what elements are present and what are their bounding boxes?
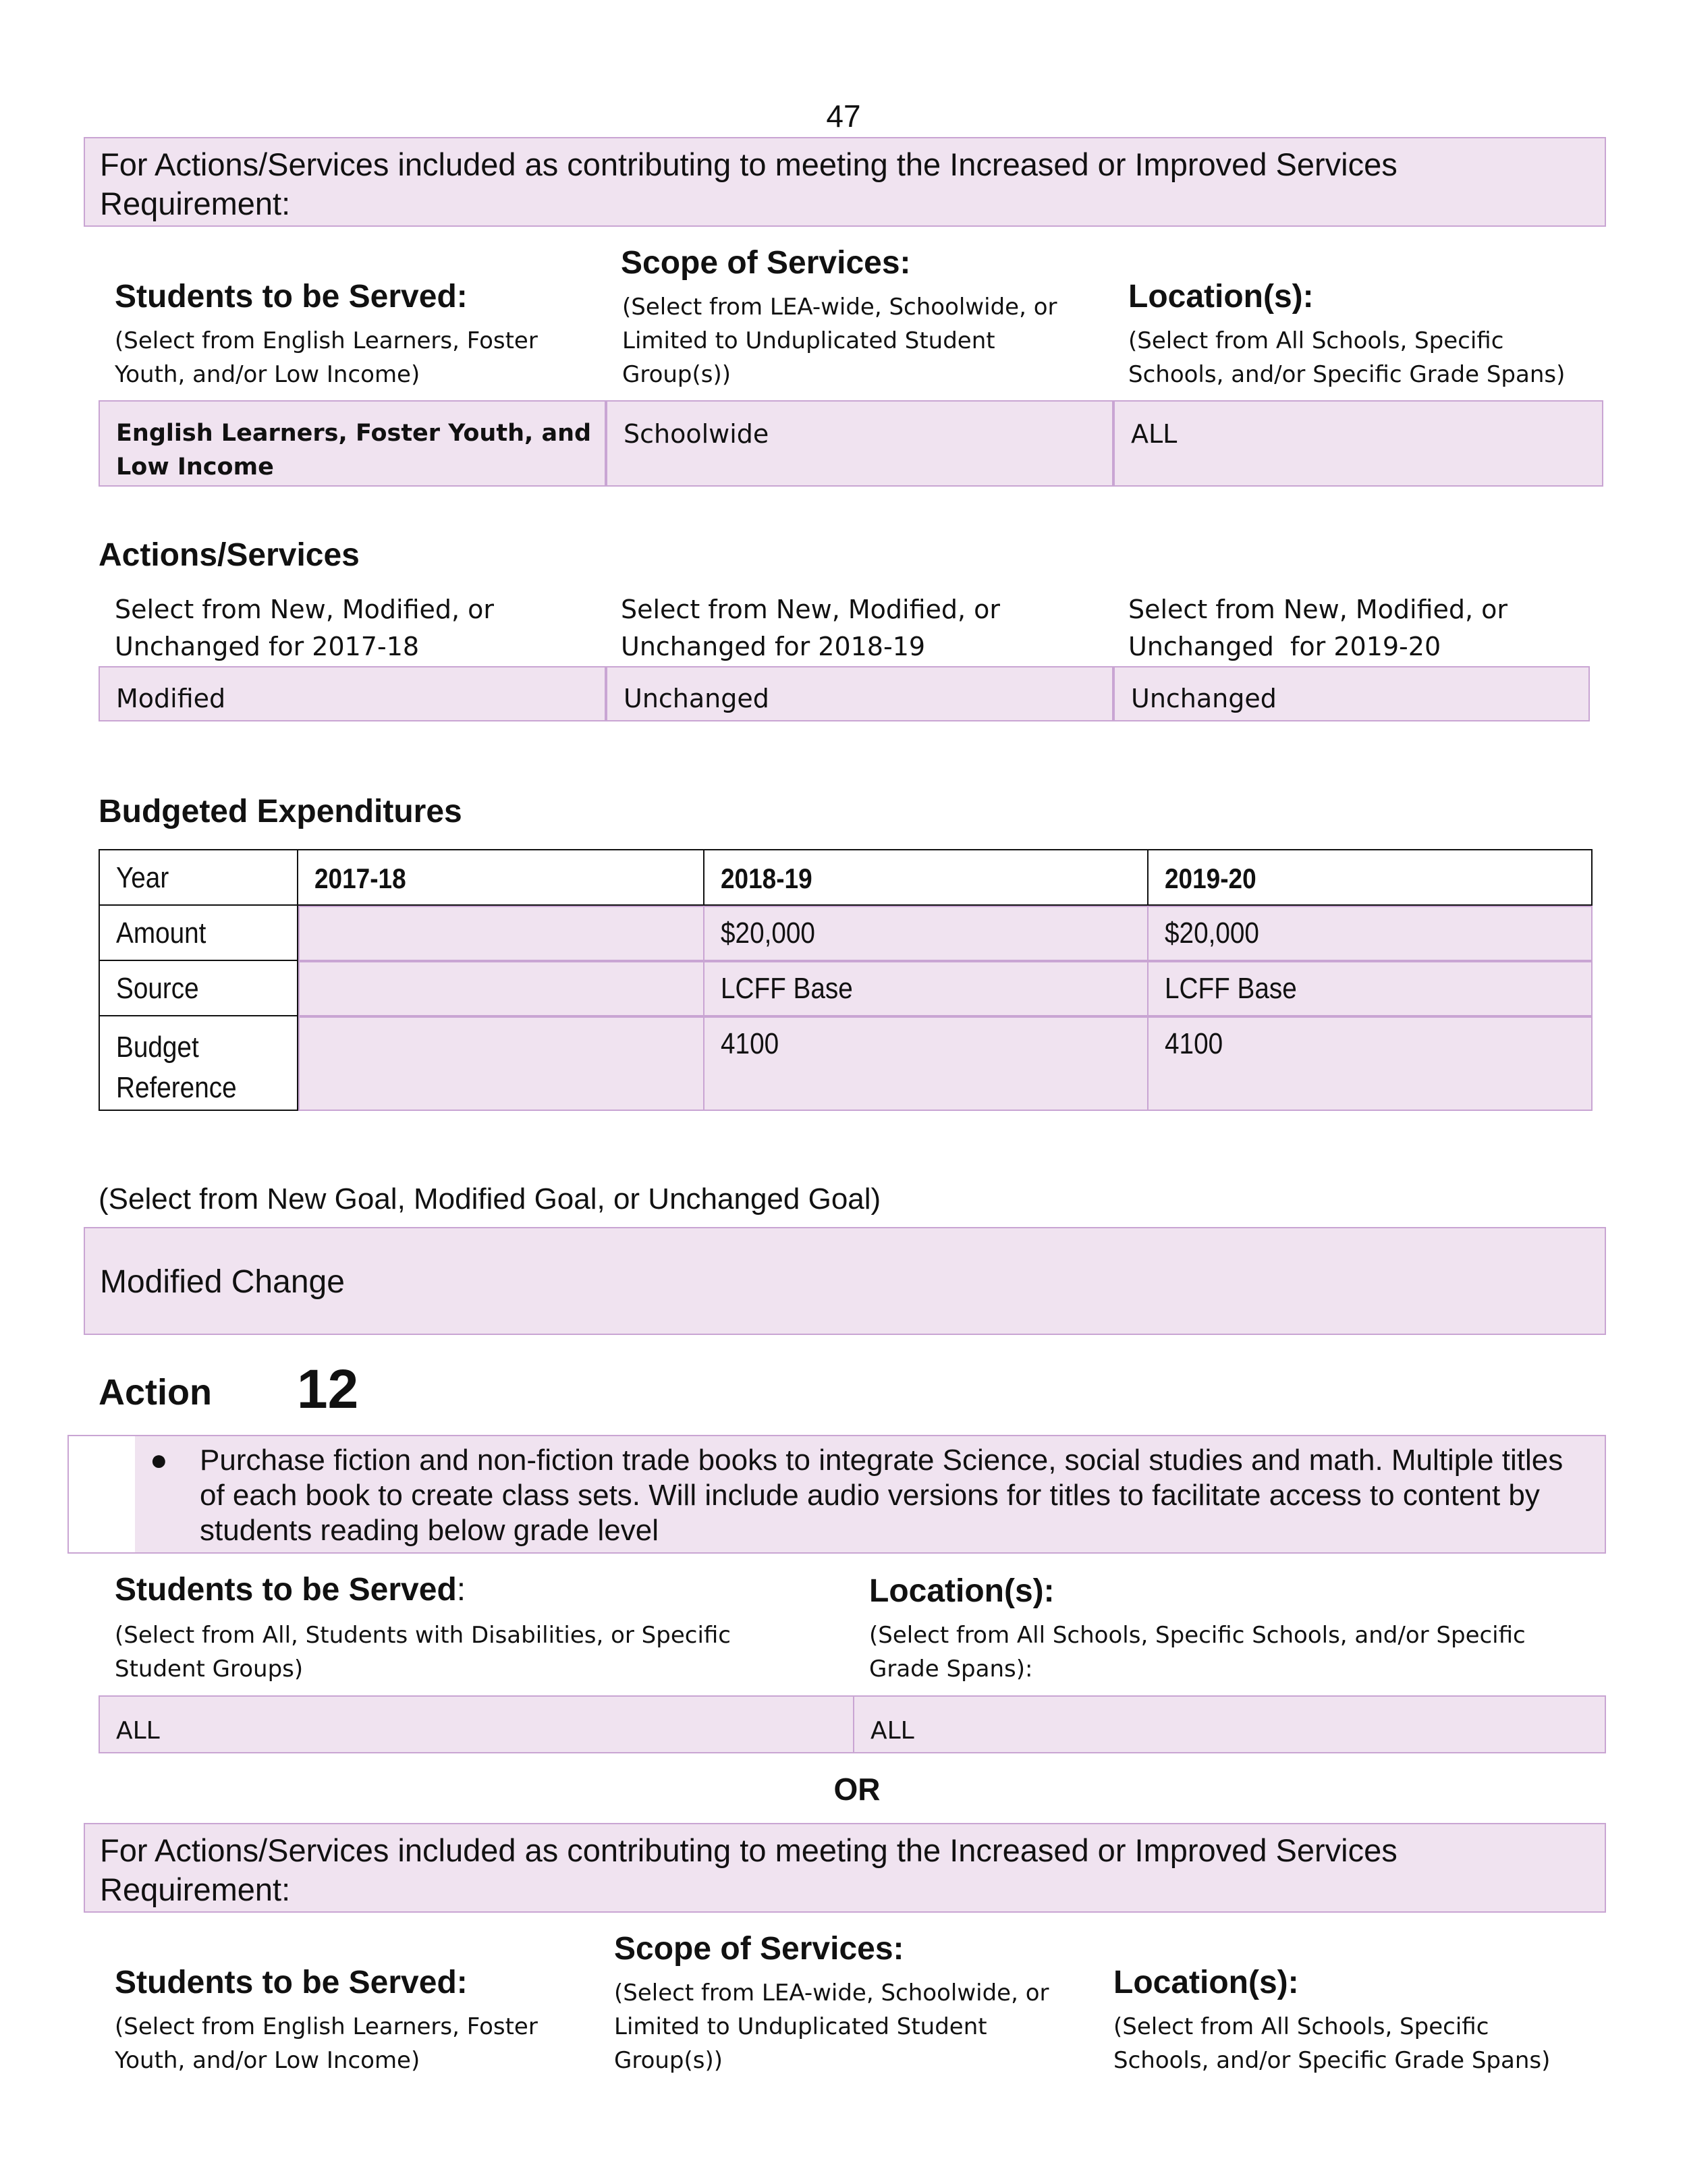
- actions-services-value-2019-20: Unchanged: [1131, 684, 1277, 713]
- students-served-value-2-cell: [99, 1695, 854, 1753]
- students-served-value-2: ALL: [116, 1717, 160, 1745]
- budget-row-label-source-text: Source: [116, 972, 199, 1005]
- action-description-text: Purchase fiction and non-fiction trade books to integrate Science, social studies and math. Multiple titles of each book to create class sets. Will include audio versions for titles to facilitate access to content by students reading below grade level: [200, 1444, 1564, 1547]
- budget-header-2017-18-text: 2017-18: [314, 863, 406, 894]
- budget-cell: [703, 1016, 1149, 1111]
- budget-row-label-amount: [99, 904, 298, 961]
- budget-amount-2019-20: $20,000: [1165, 917, 1259, 950]
- location-hint-2: (Select from All Schools, Specific Schools, and/or Specific Grade Spans):: [869, 1622, 1526, 1683]
- actions-services-hint-2019-20: Select from New, Modified, or Unchanged for 2019-20: [1128, 595, 1516, 661]
- budget-header-year-text: Year: [116, 861, 169, 894]
- budget-cell: [298, 1016, 704, 1111]
- budget-row-label-reference-text: Budget Reference: [116, 1031, 237, 1104]
- location-title: Location(s):: [1128, 279, 1314, 315]
- page-number: 47: [826, 99, 861, 134]
- budget-cell: [1147, 961, 1593, 1016]
- budget-header-2019-20-text: 2019-20: [1165, 863, 1256, 894]
- budget-source-2018-19: LCFF Base: [721, 972, 853, 1005]
- goal-select-hint: (Select from New Goal, Modified Goal, or Unchanged Goal): [99, 1182, 881, 1216]
- budgeted-expenditures-title: Budgeted Expenditures: [99, 794, 462, 829]
- actions-services-title: Actions/Services: [99, 537, 360, 573]
- students-served-hint-3: (Select from English Learners, Foster Youth, and/or Low Income): [115, 2013, 538, 2074]
- budget-row-label-reference: [99, 1015, 298, 1111]
- scope-of-services-value: Schoolwide: [624, 419, 769, 449]
- actions-services-hint-2017-18: Select from New, Modified, or Unchanged for 2017-18: [115, 595, 495, 661]
- location-value-2: ALL: [870, 1717, 914, 1745]
- budget-cell: [298, 906, 704, 961]
- location-title-3: Location(s):: [1113, 1965, 1299, 2000]
- bullet-icon: ●: [150, 1444, 168, 1477]
- budget-source-2019-20: LCFF Base: [1165, 972, 1297, 1005]
- students-served-value-cell: [99, 400, 606, 487]
- budget-header-year: [99, 849, 298, 906]
- budget-cell: [1147, 1016, 1593, 1111]
- scope-of-services-title: Scope of Services:: [621, 245, 911, 281]
- location-value: ALL: [1131, 419, 1178, 449]
- scope-of-services-value-cell: [606, 400, 1113, 487]
- budget-row-label-source: [99, 960, 298, 1016]
- budget-header-2018-19-text: 2018-19: [721, 863, 812, 894]
- budget-reference-2018-19: 4100: [721, 1027, 779, 1060]
- scope-of-services-hint: (Select from LEA-wide, Schoolwide, or Limited to Unduplicated Student Group(s)): [622, 294, 1057, 388]
- contributing-requirement-text: For Actions/Services included as contributing to meeting the Increased or Improved Services Requirement:: [100, 146, 1398, 221]
- actions-services-value-2019-20-cell: [1113, 666, 1590, 721]
- budget-row-label-amount-text: Amount: [116, 917, 206, 950]
- goal-value: Modified Change: [100, 1264, 345, 1300]
- budget-cell: [703, 906, 1149, 961]
- budget-header-2017-18: [297, 849, 704, 906]
- budget-header-2018-19: [703, 849, 1149, 906]
- scope-of-services-hint-3: (Select from LEA-wide, Schoolwide, or Limited to Unduplicated Student Group(s)): [614, 1980, 1049, 2074]
- students-served-hint: (Select from English Learners, Foster Youth, and/or Low Income): [115, 327, 538, 388]
- location-value-cell: [1113, 400, 1603, 487]
- students-served-title-2: [115, 1571, 466, 1608]
- budget-cell: [703, 961, 1149, 1016]
- actions-services-value-2018-19-cell: [606, 666, 1113, 721]
- budget-header-2019-20: [1147, 849, 1593, 906]
- action-number: 12: [297, 1359, 359, 1420]
- students-served-value: English Learners, Foster Youth, and Low Income: [116, 420, 592, 481]
- students-served-hint-2: (Select from All, Students with Disabilities, or Specific Student Groups): [115, 1622, 731, 1683]
- budget-amount-2018-19: $20,000: [721, 917, 815, 950]
- scope-of-services-title-3: Scope of Services:: [614, 1931, 904, 1967]
- budget-reference-2019-20: 4100: [1165, 1027, 1223, 1060]
- actions-services-value-2017-18: Modified: [116, 684, 226, 713]
- actions-services-hint-2018-19: Select from New, Modified, or Unchanged for 2018-19: [621, 595, 1001, 661]
- budget-cell: [298, 961, 704, 1016]
- actions-services-value-2017-18-cell: [99, 666, 606, 721]
- budget-cell: [1147, 906, 1593, 961]
- location-hint-3: (Select from All Schools, Specific Schools, and/or Specific Grade Spans): [1113, 2013, 1551, 2074]
- action-label: Action: [99, 1372, 212, 1413]
- location-title-2: Location(s):: [869, 1573, 1055, 1609]
- students-served-title-2-text: Students to be Served: [115, 1572, 457, 1608]
- location-hint: (Select from All Schools, Specific Schools, and/or Specific Grade Spans): [1128, 327, 1566, 388]
- students-served-title-3: Students to be Served:: [115, 1965, 468, 2000]
- location-value-2-cell: [853, 1695, 1606, 1753]
- goal-value-box: [84, 1227, 1606, 1335]
- or-separator: OR: [833, 1772, 881, 1807]
- contributing-requirement-text-2: For Actions/Services included as contributing to meeting the Increased or Improved Services Requirement:: [100, 1832, 1398, 1907]
- contributing-requirement-header-2: [84, 1823, 1606, 1913]
- action-description-box: [67, 1435, 1606, 1554]
- actions-services-value-2018-19: Unchanged: [624, 684, 769, 713]
- students-served-title-2-colon: :: [456, 1572, 466, 1608]
- contributing-requirement-header: [84, 137, 1606, 227]
- students-served-title: Students to be Served:: [115, 279, 468, 315]
